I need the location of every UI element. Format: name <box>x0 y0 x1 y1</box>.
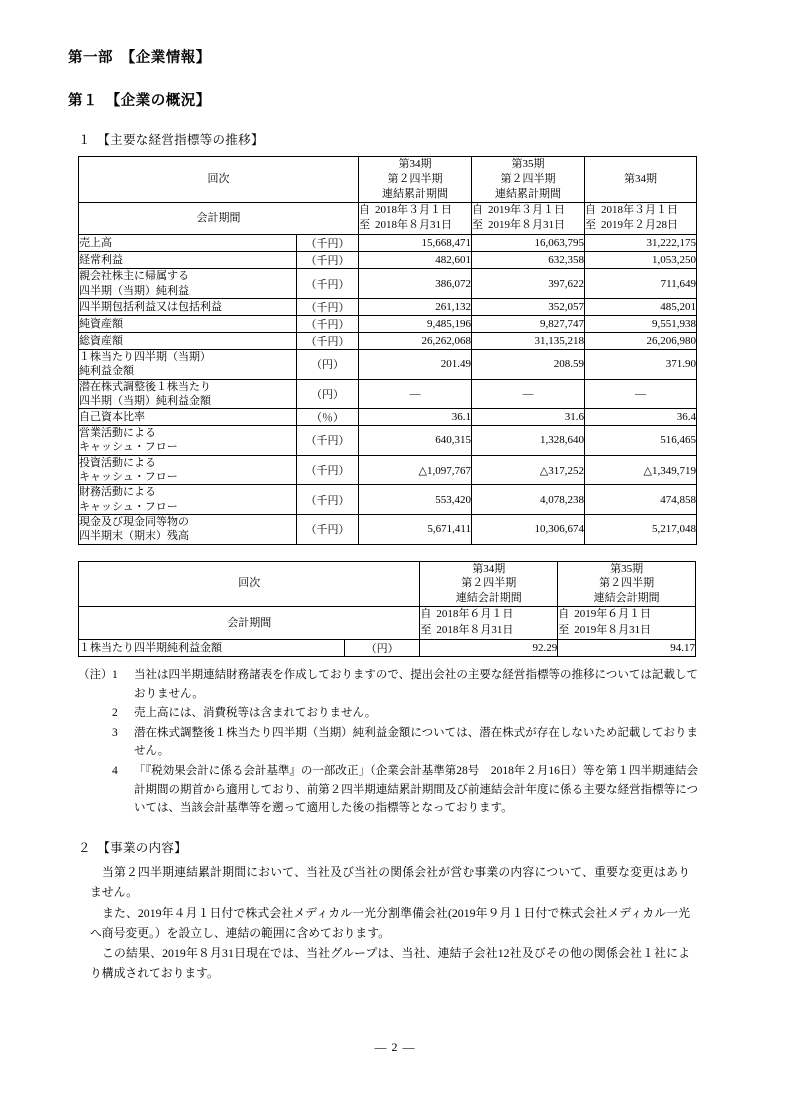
row-value-1: 26,262,068 <box>359 333 472 350</box>
row-value-3: — <box>585 379 697 409</box>
note-text: 当社は四半期連結財務諸表を作成しておりますので、提出会社の主要な経営指標等の推移については記載しておりません。 <box>134 668 698 700</box>
table-row <box>79 350 697 380</box>
note-number: 2 <box>112 707 118 720</box>
period-from-mark: 自 <box>585 203 596 216</box>
note-item <box>78 724 698 761</box>
note-number: 4 <box>112 765 118 778</box>
row-value-2: 397,622 <box>472 269 585 299</box>
table-header-row-period <box>79 202 697 235</box>
row-value-3: 474,858 <box>585 485 697 515</box>
row-unit: （％） <box>297 409 359 426</box>
table-header-row-kaiji <box>79 157 697 203</box>
table-row <box>79 514 697 544</box>
row-label: 四半期包括利益又は包括利益 <box>79 299 297 316</box>
row-value-2: 31.6 <box>472 409 585 426</box>
header2-period-col2-from: 2019年６月１日 <box>574 608 652 621</box>
header-col2-line2: 第２四半期 <box>500 172 556 185</box>
header-col1-line3: 連結累計期間 <box>382 187 448 200</box>
row-value-1: 36.1 <box>359 409 472 426</box>
table2-header-row-kaiji <box>79 561 696 607</box>
table-row <box>79 639 696 656</box>
row-value-1: 5,671,411 <box>359 514 472 544</box>
row-value-2: 10,306,674 <box>472 514 585 544</box>
quarterly-eps-table <box>78 561 696 657</box>
subsection-title-1: １ 【主要な経営指標等の推移】 <box>78 133 264 147</box>
header-period-label: 会計期間 <box>79 202 359 235</box>
row-unit: （千円） <box>297 485 359 515</box>
row-value-2: 632,358 <box>472 252 585 269</box>
business-section <box>68 838 698 984</box>
period-to-mark: 至 <box>359 219 370 232</box>
note-mark <box>78 704 112 723</box>
header2-col1-line3: 連結会計期間 <box>455 592 522 605</box>
table-row <box>79 409 697 426</box>
subsection-title-2: ２ 【事業の内容】 <box>78 840 187 855</box>
row-label: 財務活動による キャッシュ・フロー <box>79 485 297 515</box>
row-label: 親会社株主に帰属する 四半期（当期）純利益 <box>79 269 297 299</box>
table-row <box>79 269 697 299</box>
row-value-1: 9,485,196 <box>359 316 472 333</box>
table-row <box>79 485 697 515</box>
note-mark <box>78 762 112 818</box>
header-col2-line1: 第35期 <box>511 158 545 170</box>
row-unit: （千円） <box>297 235 359 252</box>
row-value-3: 711,649 <box>585 269 697 299</box>
header2-col2-line3: 連結会計期間 <box>593 592 660 605</box>
period-col3-to: 2019年２月28日 <box>601 219 678 232</box>
financial-indicators-table <box>78 156 697 545</box>
row-label: １株当たり四半期（当期） 純利益金額 <box>79 350 297 380</box>
note-number: 3 <box>112 726 118 739</box>
header-col1-line1: 第34期 <box>398 158 432 170</box>
page-content <box>68 46 698 984</box>
row-value-2: — <box>472 379 585 409</box>
row-value-3: 5,217,048 <box>585 514 697 544</box>
header-period-col3 <box>585 202 697 235</box>
row-unit: （円） <box>297 379 359 409</box>
note-text: 潜在株式調整後１株当たり四半期（当期）純利益金額については、潜在株式が存在しないため記載しておりません。 <box>134 726 698 758</box>
header2-period-col1-from: 2018年６月１日 <box>436 608 514 621</box>
row-value-2: 16,063,795 <box>472 235 585 252</box>
header-period-col1 <box>359 202 472 235</box>
row-unit: （千円） <box>297 333 359 350</box>
header2-period-col1 <box>420 607 558 640</box>
header-period-col2 <box>472 202 585 235</box>
row-unit: （千円） <box>297 514 359 544</box>
header2-col1-line1: 第34期 <box>472 562 506 575</box>
header-kaiji-label: 回次 <box>79 157 359 203</box>
table-row <box>79 235 697 252</box>
note-text: 「『税効果会計に係る会計基準』の一部改正」（企業会計基準第28号 2018年２月16日）等を第１四半期連結会計期間の期首から適用しており、前第２四半期連結累計期間及び前連結会計年度に係る主要な経営指標等については、当該会計基準等を遡って適用した後の指標等となっております。 <box>134 765 698 815</box>
row-value-1: 261,132 <box>359 299 472 316</box>
row-unit: （円） <box>344 639 420 656</box>
paragraph: また、2019年４月１日付で株式会社メディカル一光分割準備会社(2019年９月１日付で株式会社メディカル一光へ商号変更。）を設立し、連結の範囲に含めております。 <box>90 905 690 940</box>
header2-period-col2-to: 2019年８月31日 <box>574 624 652 637</box>
header-col3 <box>585 157 697 203</box>
quarterly-eps-table-body <box>79 639 696 656</box>
financial-table-body <box>79 235 697 544</box>
row-value-2: 4,078,238 <box>472 485 585 515</box>
row-label: 経常利益 <box>79 252 297 269</box>
row-value-2: △317,252 <box>472 455 585 485</box>
header-col2-line3: 連結累計期間 <box>495 187 561 200</box>
table2-header-row-period <box>79 607 696 640</box>
header-col1-line2: 第２四半期 <box>387 172 443 185</box>
row-value-3: △1,349,719 <box>585 455 697 485</box>
row-label: 自己資本比率 <box>79 409 297 426</box>
row-unit: （円） <box>297 350 359 380</box>
period-col2-from: 2019年３月１日 <box>488 203 565 216</box>
row-unit: （千円） <box>297 299 359 316</box>
header2-period-col1-to: 2018年８月31日 <box>436 624 514 637</box>
row-value-1: 386,072 <box>359 269 472 299</box>
row-value-1: 640,315 <box>359 426 472 456</box>
period-from-mark: 自 <box>359 203 370 216</box>
note-item <box>78 762 698 818</box>
row-value-3: 516,465 <box>585 426 697 456</box>
row-unit: （千円） <box>297 455 359 485</box>
row-label: 営業活動による キャッシュ・フロー <box>79 426 297 456</box>
row-value-3: 371.90 <box>585 350 697 380</box>
row-unit: （千円） <box>297 269 359 299</box>
period-col3-from: 2018年３月１日 <box>601 203 678 216</box>
header2-col1 <box>420 561 558 607</box>
period-from-mark: 自 <box>558 608 570 621</box>
section-title: 第１ 【企業の概況】 <box>68 93 211 109</box>
table-row <box>79 455 697 485</box>
header-col2 <box>472 157 585 203</box>
row-value-3: 31,222,175 <box>585 235 697 252</box>
table-row <box>79 316 697 333</box>
row-value-1: 482,601 <box>359 252 472 269</box>
paragraph: この結果、2019年８月31日現在では、当社グループは、当社、連結子会社12社及びその他の関係会社１社により構成されております。 <box>90 946 690 981</box>
note-text: 売上高には、消費税等は含まれておりません。 <box>134 707 377 720</box>
header2-period-label: 会計期間 <box>79 607 420 640</box>
row-value-2: 208.59 <box>472 350 585 380</box>
note-item <box>78 666 698 703</box>
row-value-2: 352,057 <box>472 299 585 316</box>
note-number: 1 <box>112 668 118 681</box>
note-mark: （注） <box>78 668 113 681</box>
period-to-mark: 至 <box>558 624 570 637</box>
table-row <box>79 379 697 409</box>
row-label: 現金及び現金同等物の 四半期末（期末）残高 <box>79 514 297 544</box>
row-value-1: — <box>359 379 472 409</box>
part-title: 第一部 【企業情報】 <box>68 50 211 66</box>
row-value-3: 1,053,250 <box>585 252 697 269</box>
row-value-2: 31,135,218 <box>472 333 585 350</box>
row-label: 潜在株式調整後１株当たり 四半期（当期）純利益金額 <box>79 379 297 409</box>
row-unit: （千円） <box>297 316 359 333</box>
row-value-1: 92.29 <box>420 639 558 656</box>
period-from-mark: 自 <box>472 203 483 216</box>
period-to-mark: 至 <box>472 219 483 232</box>
header2-col2 <box>558 561 696 607</box>
row-value-3: 485,201 <box>585 299 697 316</box>
header2-col1-line2: 第２四半期 <box>461 577 517 590</box>
period-col2-to: 2019年８月31日 <box>488 219 565 232</box>
row-label: 売上高 <box>79 235 297 252</box>
row-value-1: △1,097,767 <box>359 455 472 485</box>
header-col1 <box>359 157 472 203</box>
business-paragraphs <box>68 862 698 984</box>
row-unit: （千円） <box>297 252 359 269</box>
table-row <box>79 426 697 456</box>
table-row <box>79 299 697 316</box>
row-value-1: 201.49 <box>359 350 472 380</box>
period-col1-from: 2018年３月１日 <box>375 203 452 216</box>
table-row <box>79 333 697 350</box>
row-value-3: 9,551,938 <box>585 316 697 333</box>
row-label: 総資産額 <box>79 333 297 350</box>
row-value-2: 94.17 <box>558 639 696 656</box>
row-value-3: 36.4 <box>585 409 697 426</box>
row-value-3: 26,206,980 <box>585 333 697 350</box>
page-footer: — 2 — <box>374 1040 416 1054</box>
row-label: 純資産額 <box>79 316 297 333</box>
header-col3-line1: 第34期 <box>624 172 657 185</box>
period-from-mark: 自 <box>420 608 432 621</box>
header2-col2-line1: 第35期 <box>610 562 644 575</box>
row-value-1: 553,420 <box>359 485 472 515</box>
row-label: １株当たり四半期純利益金額 <box>79 639 345 656</box>
note-item <box>78 704 698 723</box>
period-to-mark: 至 <box>420 624 432 637</box>
note-mark <box>78 724 112 761</box>
table-row <box>79 252 697 269</box>
row-value-2: 9,827,747 <box>472 316 585 333</box>
paragraph: 当第２四半期連結累計期間において、当社及び当社の関係会社が営む事業の内容について、重要な変更はありません。 <box>90 864 690 900</box>
row-value-2: 1,328,640 <box>472 426 585 456</box>
row-value-1: 15,668,471 <box>359 235 472 252</box>
row-unit: （千円） <box>297 426 359 456</box>
period-to-mark: 至 <box>585 219 596 232</box>
period-col1-to: 2018年８月31日 <box>375 219 452 232</box>
row-label: 投資活動による キャッシュ・フロー <box>79 455 297 485</box>
header2-kaiji-label: 回次 <box>79 561 420 607</box>
notes-block <box>78 666 698 818</box>
header2-period-col2 <box>558 607 696 640</box>
header2-col2-line2: 第２四半期 <box>599 577 655 590</box>
